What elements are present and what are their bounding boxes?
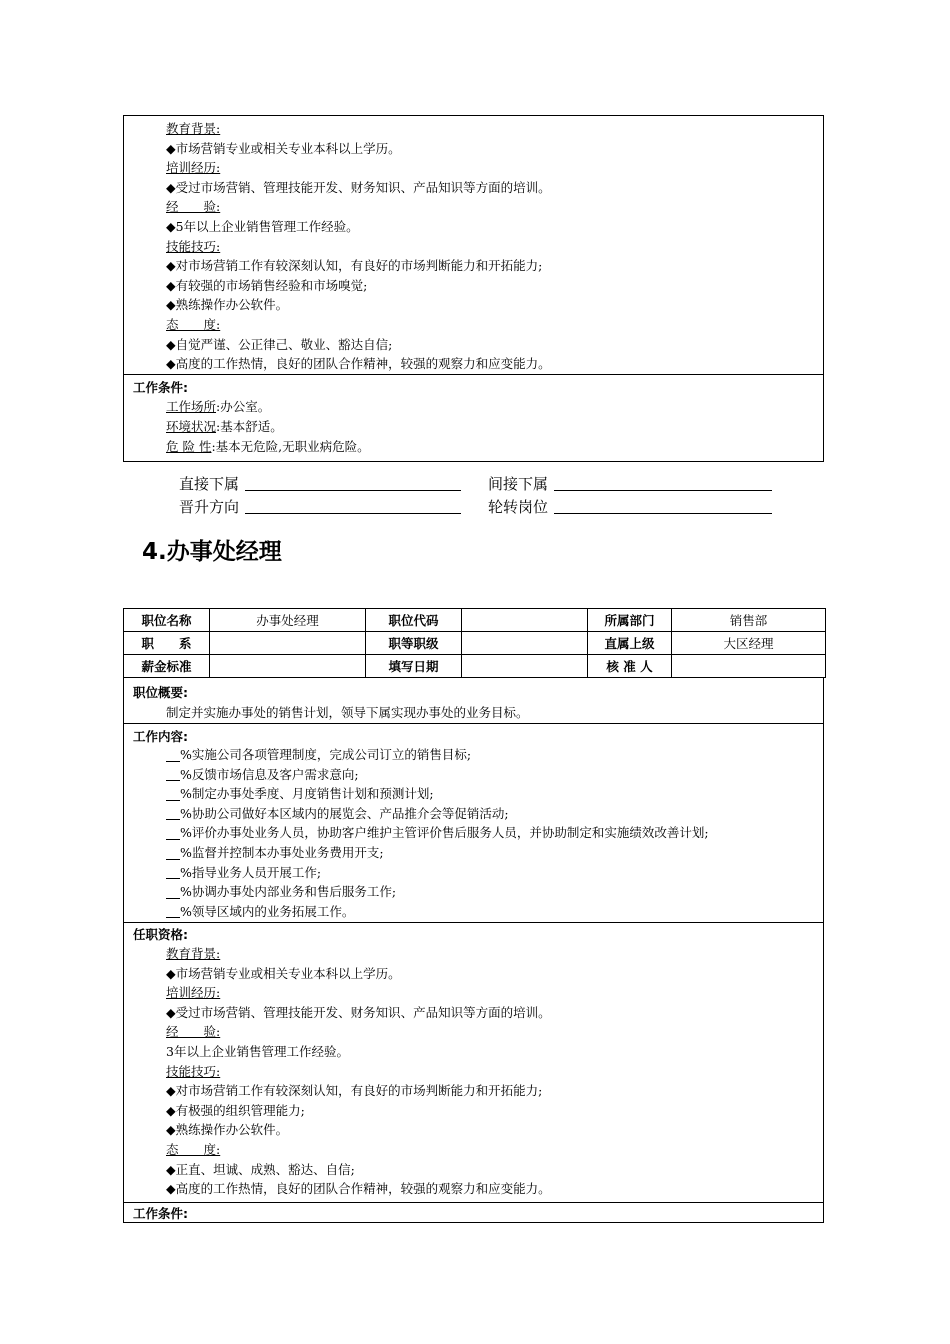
qualification-item: ◆受过市场营销、管理技能开发、财务知识、产品知识等方面的培训。 (166, 179, 551, 195)
duty-text: %协调办事处内部业务和售后服务工作; (180, 884, 397, 900)
overview-text: 制定并实施办事处的销售计划，领导下属实现办事处的业务目标。 (166, 705, 529, 720)
promotion-path-blank[interactable] (245, 513, 461, 514)
job-description-box (123, 677, 824, 1223)
percent-blank[interactable] (166, 787, 180, 801)
duty-text: %评价办事处业务人员，协助客户维护主管评价售后服务人员，并协助制定和实施绩效改善计划; (180, 825, 709, 841)
indirect-subordinate-blank[interactable] (554, 490, 772, 491)
divider (124, 922, 823, 923)
duty-item (166, 784, 434, 804)
promotion-path-label: 晋升方向 (179, 498, 240, 516)
duty-item (166, 843, 384, 863)
requirement-heading: 技能技巧: (166, 1063, 221, 1079)
qualification-item: ◆市场营销专业或相关专业本科以上学历。 (166, 140, 401, 156)
top-requirements-box (123, 115, 824, 462)
requirement-item: ◆对市场营销工作有较深刻认知，有良好的市场判断能力和开拓能力; (166, 1083, 543, 1099)
duty-item (166, 765, 359, 785)
rotation-position-blank[interactable] (554, 513, 772, 514)
info-value-cell[interactable] (462, 609, 588, 632)
info-label-cell: 填写日期 (366, 655, 462, 678)
percent-blank[interactable] (166, 806, 180, 820)
condition-item (166, 437, 370, 457)
duty-item (166, 804, 509, 824)
condition-value: :基本无危险,无职业病危险。 (211, 439, 370, 454)
requirement-item: ◆熟练操作办公软件。 (166, 1122, 289, 1138)
qualification-item: ◆熟练操作办公软件。 (166, 297, 289, 313)
duty-text: %制定办事处季度、月度销售计划和预测计划; (180, 786, 434, 802)
condition-value: :办公室。 (216, 399, 271, 414)
duty-text: %实施公司各项管理制度，完成公司订立的销售目标; (180, 747, 472, 762)
overview-label: 职位概要: (133, 685, 188, 700)
duty-item (166, 745, 471, 765)
rotation-position-label: 轮转岗位 (488, 498, 549, 516)
percent-blank[interactable] (166, 865, 180, 879)
info-label-cell: 职等职级 (366, 632, 462, 655)
conditions-bottom-label: 工作条件: (133, 1206, 188, 1221)
duty-text: %协助公司做好本区域内的展览会、产品推介会等促销活动; (180, 805, 509, 821)
divider (124, 723, 823, 724)
percent-blank[interactable] (166, 748, 180, 762)
qualification-item: ◆自觉严谨、公正律己、敬业、豁达自信; (166, 336, 393, 352)
info-value-cell[interactable] (210, 632, 366, 655)
info-value-cell[interactable] (462, 632, 588, 655)
requirement-heading: 培训经历: (166, 985, 221, 1001)
info-value-cell[interactable] (462, 655, 588, 678)
divider (124, 1202, 823, 1203)
requirement-item: ◆有极强的组织管理能力; (166, 1102, 305, 1118)
qualification-item: ◆对市场营销工作有较深刻认知，有良好的市场判断能力和开拓能力; (166, 258, 543, 274)
info-label-cell: 薪金标准 (124, 655, 210, 678)
condition-item (166, 417, 283, 437)
info-value-cell[interactable]: 办事处经理 (210, 609, 366, 632)
indirect-subordinate-label: 间接下属 (488, 475, 549, 493)
percent-blank[interactable] (166, 846, 180, 860)
info-row (124, 655, 826, 678)
info-value-cell[interactable]: 大区经理 (672, 632, 826, 655)
info-label-cell: 核 准 人 (588, 655, 672, 678)
requirement-heading: 经 验: (166, 1024, 221, 1040)
percent-blank[interactable] (166, 904, 180, 918)
requirement-item: ◆高度的工作热情，良好的团队合作精神，较强的观察力和应变能力。 (166, 1181, 551, 1197)
info-label-cell: 所属部门 (588, 609, 672, 632)
requirement-item: ◆市场营销专业或相关专业本科以上学历。 (166, 965, 401, 981)
condition-label: 危 险 性 (166, 439, 212, 454)
duty-text: %领导区域内的业务拓展工作。 (180, 903, 355, 919)
info-row (124, 609, 826, 632)
info-label-cell: 直属上级 (588, 632, 672, 655)
duty-text: %反馈市场信息及客户需求意向; (180, 766, 359, 782)
qualification-heading: 态 度: (166, 317, 221, 332)
qualification-heading: 经 验: (166, 199, 221, 215)
info-label-cell: 职 系 (124, 632, 210, 655)
duty-text: %监督并控制本办事处业务费用开支; (180, 845, 384, 860)
qualification-heading: 技能技巧: (166, 238, 221, 254)
info-label-cell: 职位名称 (124, 609, 210, 632)
info-value-cell[interactable] (210, 655, 366, 678)
duty-item (166, 882, 396, 902)
info-row (124, 632, 826, 655)
duty-item (166, 823, 709, 843)
percent-blank[interactable] (166, 826, 180, 840)
direct-subordinate-blank[interactable] (245, 490, 461, 491)
requirement-heading: 教育背景: (166, 946, 221, 961)
requirement-item: 3年以上企业销售管理工作经验。 (166, 1044, 349, 1059)
condition-value: :基本舒适。 (216, 419, 283, 434)
qualification-item: ◆5年以上企业销售管理工作经验。 (166, 219, 359, 234)
percent-blank[interactable] (166, 767, 180, 781)
direct-subordinate-label: 直接下属 (179, 475, 240, 493)
duty-text: %指导业务人员开展工作; (180, 864, 322, 880)
info-label-cell: 职位代码 (366, 609, 462, 632)
duties-label: 工作内容: (133, 729, 188, 744)
qualification-item: ◆有较强的市场销售经验和市场嗅觉; (166, 277, 368, 293)
conditions-label: 工作条件: (133, 380, 188, 395)
duty-item (166, 902, 354, 922)
divider (124, 374, 823, 375)
condition-label: 工作场所 (166, 399, 217, 414)
percent-blank[interactable] (166, 885, 180, 899)
duty-item (166, 863, 321, 883)
requirement-item: ◆正直、坦诚、成熟、豁达、自信; (166, 1161, 355, 1177)
qualification-heading: 培训经历: (166, 160, 221, 176)
condition-item (166, 397, 270, 417)
qualification-heading: 教育背景: (166, 121, 221, 136)
requirements-label: 任职资格: (133, 927, 188, 942)
condition-label: 环境状况 (166, 419, 217, 434)
info-value-cell[interactable] (672, 655, 826, 678)
requirement-heading: 态 度: (166, 1142, 221, 1157)
requirement-item: ◆受过市场营销、管理技能开发、财务知识、产品知识等方面的培训。 (166, 1004, 551, 1020)
qualification-item: ◆高度的工作热情，良好的团队合作精神，较强的观察力和应变能力。 (166, 356, 551, 372)
position-info-table (123, 608, 826, 678)
info-value-cell[interactable]: 销售部 (672, 609, 826, 632)
section-title: 4.办事处经理 (142, 539, 282, 565)
